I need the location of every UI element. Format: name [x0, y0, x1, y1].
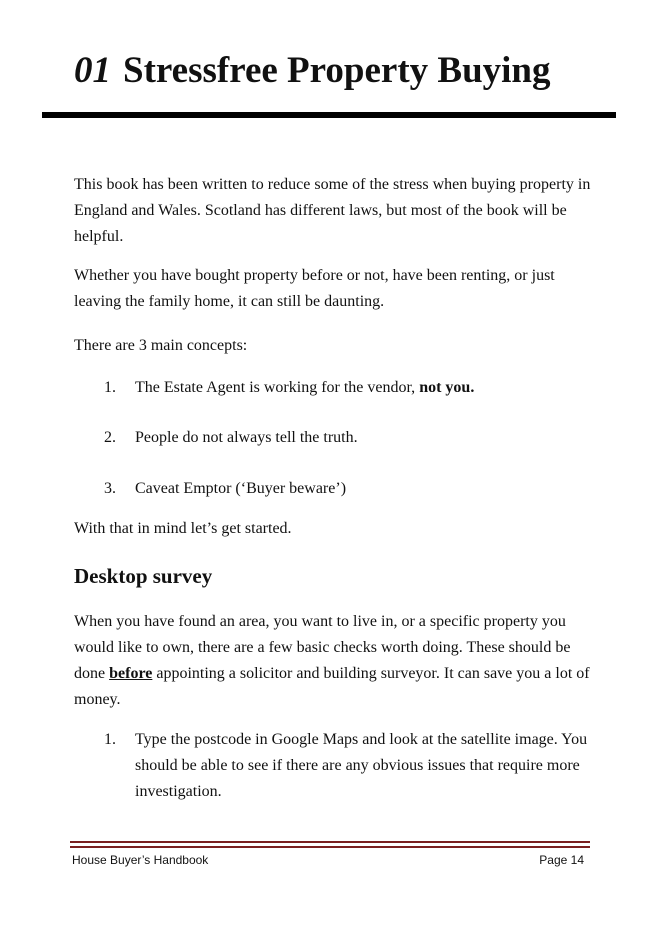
footer-page-number: Page 14 [539, 853, 584, 867]
page-title [74, 52, 551, 89]
list-number: 1. [104, 379, 116, 396]
concept-text: People do not always tell the truth. [135, 429, 358, 446]
concept-text: Caveat Emptor (‘Buyer beware’) [135, 480, 347, 497]
intro-paragraph-2: Whether you have bought property before or not, have been renting, or just leaving the family home, it can still be daunting. [74, 267, 555, 310]
list-number: 3. [104, 480, 116, 497]
intro-paragraph-4: With that in mind let’s get started. [74, 520, 292, 537]
intro-paragraph-3: There are 3 main concepts: [74, 337, 248, 354]
title-rule [42, 112, 616, 118]
list-number: 2. [104, 429, 116, 446]
desktop-survey-paragraph [74, 609, 599, 713]
underlined-emphasis: before [109, 665, 153, 682]
section-heading-desktop-survey: Desktop survey [74, 564, 213, 588]
concept-item-1 [104, 375, 599, 401]
concept-text: The Estate Agent is working for the vendor, [135, 379, 420, 396]
concept-item-3 [104, 476, 599, 502]
chapter-title: Stressfree Property Buying [123, 50, 551, 91]
intro-paragraph-1: This book has been written to reduce some of the stress when buying property in England and Wales. Scotland has different laws, but most of the book will be helpful. [74, 176, 591, 245]
list-number: 1. [104, 731, 116, 748]
footer-book-title: House Buyer’s Handbook [72, 853, 209, 867]
footer-rule [70, 841, 590, 848]
step-text: Type the postcode in Google Maps and look at the satellite image. You should be able to see if there are any obvious issues that require more investigation. [135, 731, 588, 800]
concept-item-2 [104, 425, 599, 451]
chapter-number: 01 [74, 50, 111, 91]
paragraph-text: appointing a solicitor and building surveyor. It can save you a lot of money. [74, 665, 590, 708]
survey-step-1 [104, 727, 599, 805]
paragraph-text: When you have found an area, you want to live in, or a specific property you would like to own, there are a few basic checks worth doing. These should be done [74, 613, 571, 682]
concept-emphasis: not you. [419, 379, 475, 396]
